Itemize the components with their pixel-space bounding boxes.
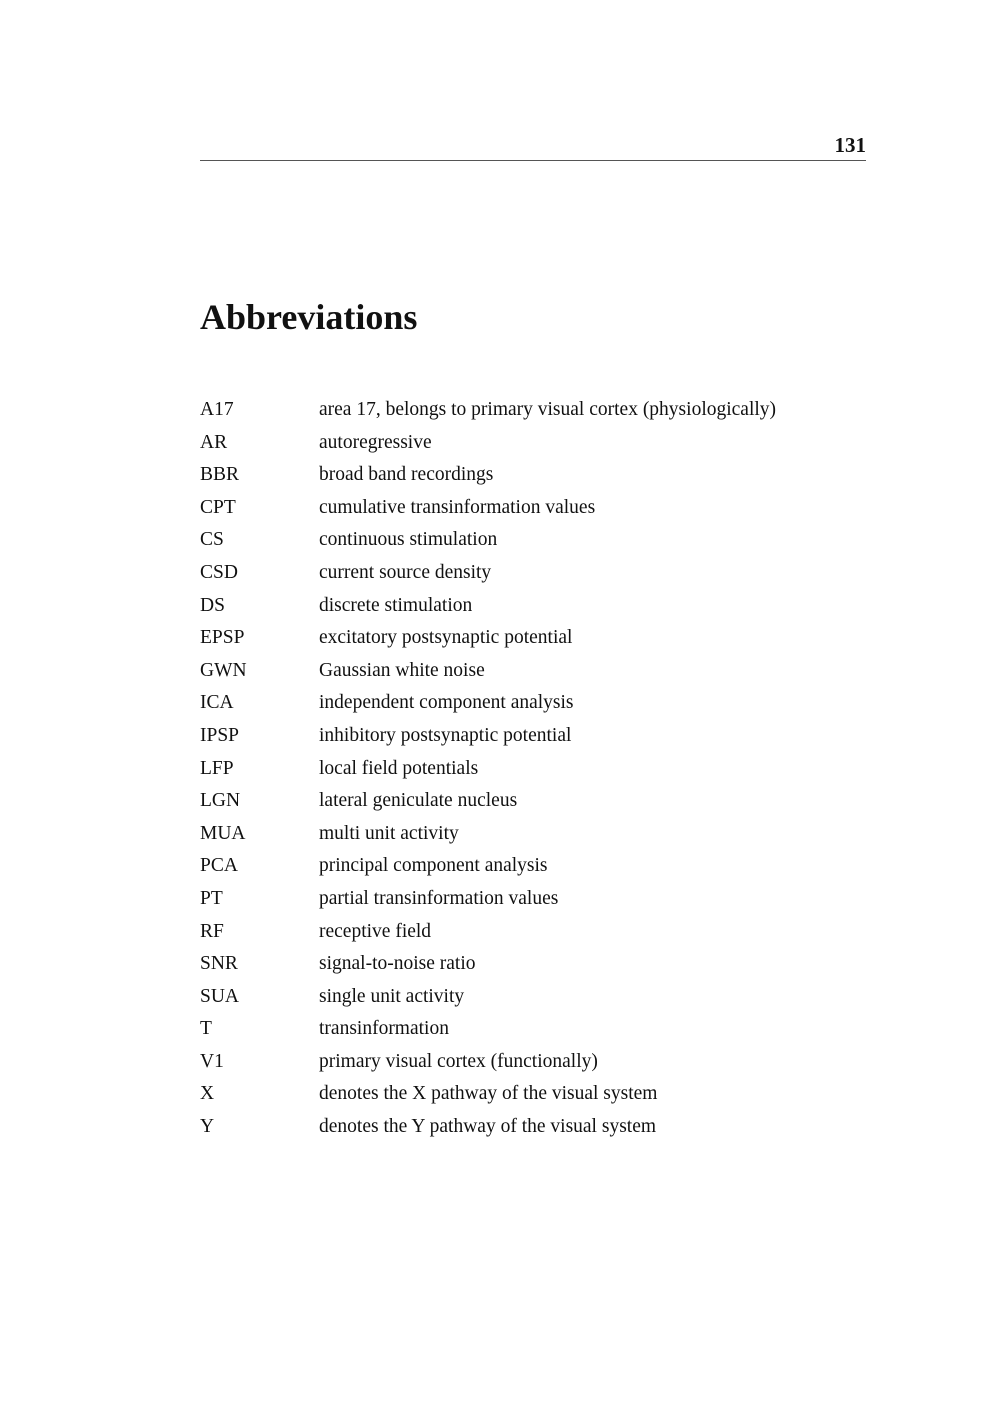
abbreviation-row xyxy=(200,981,866,1014)
abbreviation-definition: denotes the X pathway of the visual system xyxy=(319,1083,658,1105)
abbreviation-row xyxy=(200,785,866,818)
abbreviation-row xyxy=(200,916,866,949)
abbreviation-list xyxy=(200,394,866,1144)
abbreviation-row xyxy=(200,720,866,753)
abbreviation-definition: principal component analysis xyxy=(319,855,548,877)
chapter-title: Abbreviations xyxy=(200,297,418,337)
abbreviation-row xyxy=(200,557,866,590)
abbreviation-row xyxy=(200,590,866,623)
abbreviation-row xyxy=(200,1046,866,1079)
abbreviation-definition: Gaussian white noise xyxy=(319,659,485,681)
abbreviation-definition: primary visual cortex (functionally) xyxy=(319,1050,598,1072)
abbreviation-row xyxy=(200,850,866,883)
abbreviation-row xyxy=(200,1013,866,1046)
abbreviation-term: Y xyxy=(200,1116,215,1138)
abbreviation-term: AR xyxy=(200,431,228,453)
abbreviation-term: MUA xyxy=(200,822,246,844)
abbreviation-definition: cumulative transinformation values xyxy=(319,496,596,518)
abbreviation-term: SUA xyxy=(200,985,240,1007)
abbreviation-term: V1 xyxy=(200,1050,224,1072)
abbreviation-row xyxy=(200,459,866,492)
abbreviation-term: PCA xyxy=(200,855,238,877)
abbreviation-row xyxy=(200,427,866,460)
abbreviation-row xyxy=(200,1078,866,1111)
abbreviation-term: LFP xyxy=(200,757,234,779)
abbreviation-row xyxy=(200,1111,866,1144)
abbreviation-term: GWN xyxy=(200,659,247,681)
abbreviation-term: CPT xyxy=(200,496,236,518)
abbreviation-definition: signal-to-noise ratio xyxy=(319,953,476,975)
header-rule xyxy=(200,160,866,161)
abbreviation-term: PT xyxy=(200,887,223,909)
abbreviation-definition: broad band recordings xyxy=(319,464,494,486)
abbreviation-row xyxy=(200,753,866,786)
abbreviation-term: BBR xyxy=(200,464,240,486)
abbreviation-definition: discrete stimulation xyxy=(319,594,473,616)
abbreviation-definition: current source density xyxy=(319,561,492,583)
abbreviation-definition: receptive field xyxy=(319,920,432,942)
abbreviation-row xyxy=(200,524,866,557)
abbreviation-definition: area 17, belongs to primary visual cortex (physiologically) xyxy=(319,399,777,420)
abbreviation-term: ICA xyxy=(200,692,234,714)
abbreviation-definition: lateral geniculate nucleus xyxy=(319,790,518,812)
abbreviation-row xyxy=(200,883,866,916)
abbreviation-term: T xyxy=(200,1018,212,1040)
abbreviation-definition: denotes the Y pathway of the visual system xyxy=(319,1116,657,1138)
abbreviation-row xyxy=(200,655,866,688)
abbreviation-definition: independent component analysis xyxy=(319,692,574,714)
abbreviation-term: RF xyxy=(200,920,224,942)
abbreviation-definition: partial transinformation values xyxy=(319,887,559,909)
abbreviation-definition: continuous stimulation xyxy=(319,529,498,551)
abbreviation-row xyxy=(200,687,866,720)
abbreviation-term: IPSP xyxy=(200,724,240,746)
page-number: 131 xyxy=(834,133,866,157)
abbreviation-term: LGN xyxy=(200,790,241,812)
abbreviation-definition: single unit activity xyxy=(319,985,465,1007)
abbreviation-row xyxy=(200,492,866,525)
abbreviation-term: SNR xyxy=(200,953,238,975)
abbreviation-row xyxy=(200,622,866,655)
abbreviation-row xyxy=(200,948,866,981)
abbreviation-definition: transinformation xyxy=(319,1018,449,1040)
abbreviation-term: X xyxy=(200,1083,215,1105)
abbreviation-term: EPSP xyxy=(200,627,245,649)
abbreviation-row xyxy=(200,394,866,427)
abbreviation-term: A17 xyxy=(200,399,234,420)
abbreviation-definition: inhibitory postsynaptic potential xyxy=(319,724,572,746)
abbreviation-term: CSD xyxy=(200,561,238,583)
abbreviation-definition: autoregressive xyxy=(319,431,432,453)
abbreviation-term: DS xyxy=(200,594,225,616)
abbreviation-term: CS xyxy=(200,529,224,551)
abbreviation-definition: local field potentials xyxy=(319,757,479,779)
abbreviation-row xyxy=(200,818,866,851)
abbreviation-definition: multi unit activity xyxy=(319,822,459,844)
abbreviation-definition: excitatory postsynaptic potential xyxy=(319,627,573,649)
